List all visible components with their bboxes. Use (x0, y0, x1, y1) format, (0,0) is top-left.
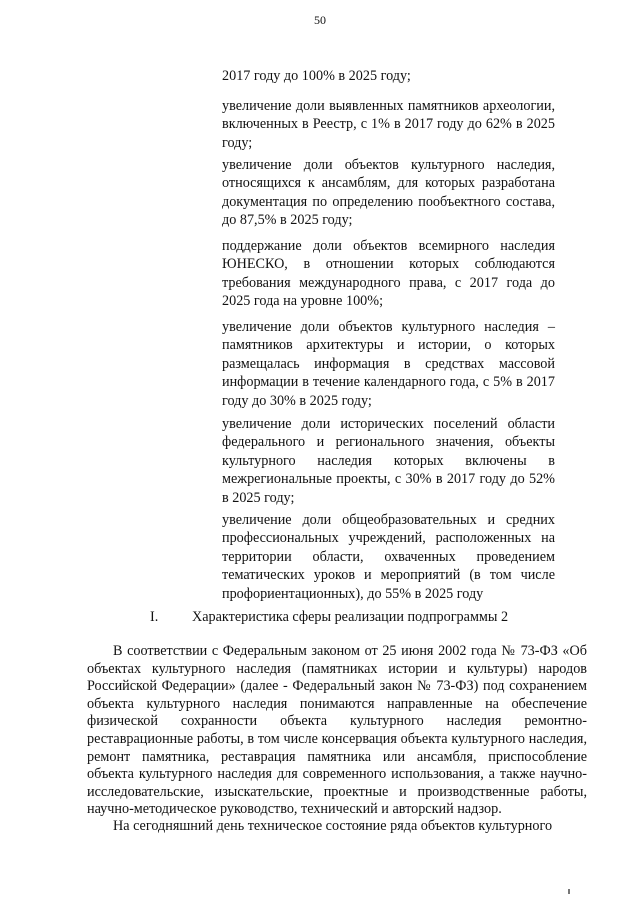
list-item-text: поддержание доли объектов всемирного наследия ЮНЕСКО, в отношении которых соблюдаются требования международного права, с 2017 года до 2025 года на уровне 100%; (222, 238, 555, 310)
list-item-text: 2017 году до 100% в 2025 году; (222, 68, 411, 84)
body-paragraph (87, 818, 587, 836)
section-heading (150, 608, 508, 626)
list-item (222, 237, 555, 311)
list-item (222, 415, 555, 507)
body-paragraph (87, 643, 587, 819)
list-item-text: увеличение доли выявленных памятников археологии, включенных в Реестр, с 1% в 2017 году до 62% в 2025 году; (222, 98, 555, 151)
list-item (222, 511, 555, 603)
list-item (222, 97, 555, 152)
list-item-text: увеличение доли объектов культурного наследия, относящихся к ансамблям, для которых разработана документация по определению пообъектного состава, до 87,5% в 2025 году; (222, 157, 555, 229)
page-number: 50 (314, 13, 326, 27)
paragraph-text: На сегодняшний день техническое состояние ряда объектов культурного (113, 818, 553, 834)
scan-mark (568, 889, 570, 894)
list-item (222, 156, 555, 230)
section-number: I. (150, 609, 159, 625)
paragraph-text: В соответствии с Федеральным законом от 25 июня 2002 года № 73-ФЗ «Об объектах культурного наследия (памятниках истории и культуры) народов Российской Федерации» (далее - Федеральный закон № 73-ФЗ) под сохранением объекта культурного наследия понимаются направленные на обеспечение физической сохранности объекта культурного наследия ремонтно-реставрационные работы, в том числе консервация объекта культурного наследия, ремонт памятника, реставрация памятника или ансамбля, приспособление объекта культурного наследия для современного использования, а также научно-исследовательские, изыскательские, проектные и производственные работы, научно-методическое руководство, технический и авторский надзор. (87, 643, 587, 818)
list-item (222, 67, 555, 85)
list-item (222, 318, 555, 410)
list-item-text: увеличение доли исторических поселений области федерального и регионального значения, объекты культурного наследия которых включены в межрегиональные проекты, с 30% в 2017 году до 52% в 2025 году; (222, 416, 555, 506)
list-item-text: увеличение доли общеобразовательных и средних профессиональных учреждений, расположенных на территории области, охваченных проведением тематических уроков и мероприятий (в том числе профориентационных), до 55% в 2025 году (222, 512, 555, 602)
list-item-text: увеличение доли объектов культурного наследия – памятников архитектуры и истории, о которых размещалась информация в средствах массовой информации в течение календарного года, с 5% в 2017 году до 30% в 2025 году; (222, 319, 555, 409)
section-title: Характеристика сферы реализации подпрограммы 2 (192, 609, 509, 625)
